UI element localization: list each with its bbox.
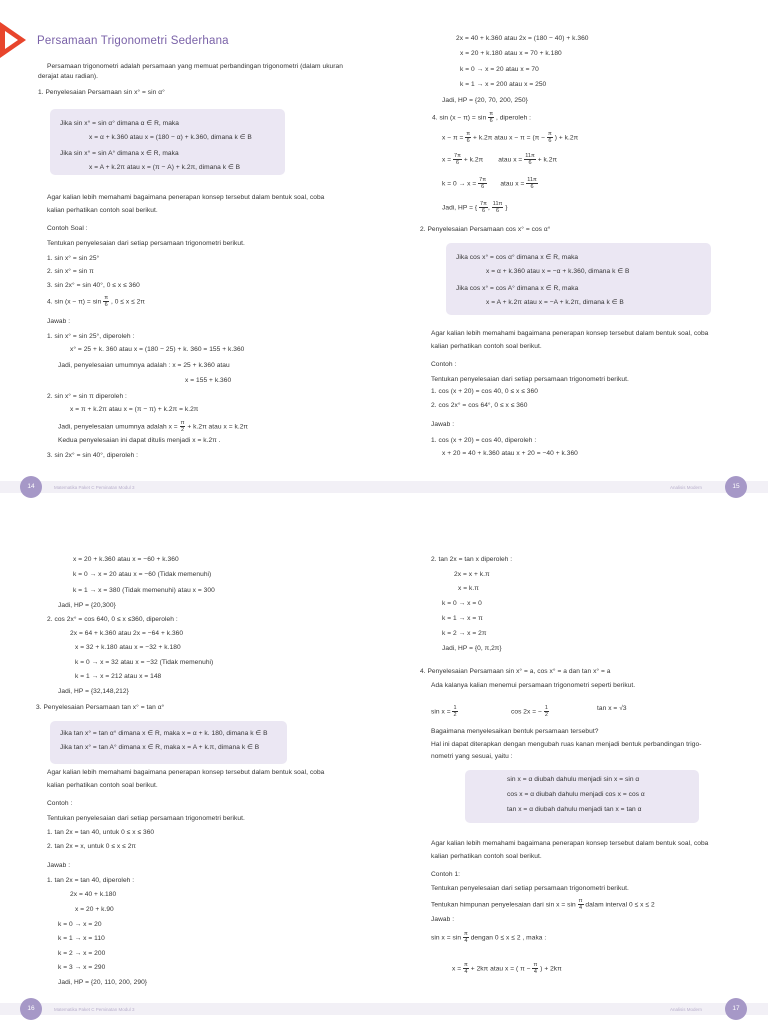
subheading: Jawab : — [431, 421, 455, 428]
section-heading: 2. Penyelesaian Persamaan cos x° = cos α° — [420, 226, 551, 233]
list-item: 2. sin x° = sin π diperoleh : — [47, 393, 127, 400]
fraction: $\frac{7\pi}{6}$ — [479, 177, 487, 190]
list-item: 2. cos 2x° = cos 64°, 0 ≤ x ≤ 360 — [431, 402, 528, 409]
box-line: tan x = α diubah dahulu menjadi tan x = tan α — [507, 806, 642, 813]
text-line: k = 0 → x = 20 atau x = 70 — [460, 66, 539, 73]
text-line: x = 20 + k.360 atau x = −60 + k.360 — [73, 556, 179, 563]
subheading: Contoh 1: — [431, 871, 461, 878]
footer-bar — [384, 481, 768, 493]
text-line: kalian perhatikan contoh soal berikut. — [431, 343, 542, 350]
text-line: x = 155 + k.360 — [185, 377, 232, 384]
text-line: kalian perhatikan contoh soal berikut. — [47, 782, 158, 789]
text-line: Jadi, penyelesaian umumnya adalah : x = 25 + k.360 atau — [58, 362, 230, 369]
text-line: Jadi, HP = {20, 110, 200, 290} — [58, 979, 148, 986]
box-line: sin x = α diubah dahulu menjadi sin x = sin α — [507, 776, 640, 783]
text-line: Jadi, HP = {32,148,212} — [58, 688, 129, 695]
text-line: Jadi, penyelesaian umumnya adalah x = $\frac{\pi}{2}$ + k.2π atau x = k.2π — [58, 420, 249, 433]
fraction: $\frac{\pi}{2}$ — [180, 420, 185, 433]
text-line: 2x = x + k.π — [454, 571, 490, 578]
text-line: Agar kalian lebih memahami bagaimana penerapan konsep tersebut dalam bentuk soal, coba — [431, 840, 709, 847]
list-item: 2. cos 2x° = cos 640, 0 ≤ x ≤360, diperoleh : — [47, 616, 178, 623]
box-line: x = A + k.2π atau x = −A + k.2π, dimana k ∈ B — [486, 299, 624, 306]
list-item: 1. tan 2x = tan 40, diperoleh : — [47, 877, 135, 884]
text-line: Kedua penyelesaian ini dapat ditulis menjadi x = k.2π . — [58, 437, 221, 444]
fraction: $\frac{7\pi}{6}$ — [454, 153, 461, 166]
equation-line: tan x = √3 — [597, 705, 627, 712]
text-line: x = π + k.2π atau x = (π − π) + k.2π = k.2π — [70, 406, 199, 413]
text-line: derajat atau radian). — [38, 73, 99, 80]
fraction: $\frac{\pi}{6}$ — [466, 131, 471, 144]
text-line: x = 20 + k.180 atau x = 70 + k.180 — [460, 50, 562, 57]
fraction: $\frac{\pi}{4}$ — [533, 962, 538, 975]
text-line: Jadi, HP = {20, 70, 200, 250} — [442, 97, 528, 104]
text-line: k = 1 → x = 212 atau x = 148 — [75, 673, 162, 680]
fraction: $\frac{\pi}{4}$ — [464, 962, 468, 975]
text-line: k = 1 → x = π — [442, 615, 483, 622]
box-line: Jika tan x° = tan α° dimana x ∈ R, maka x = α + k. 180, dimana k ∈ B — [60, 730, 268, 737]
text-line: k = 0 → x = 0 — [442, 600, 482, 607]
text-line: Tentukan penyelesaian dari setiap persamaan trigonometri berikut. — [431, 885, 629, 892]
section-heading: 1. Penyelesaian Persamaan sin x° = sin α° — [38, 89, 165, 96]
text-line: Agar kalian lebih memahami bagaimana penerapan konsep tersebut dalam bentuk soal, coba — [431, 330, 709, 337]
section-heading: 3. Penyelesaian Persamaan tan x° = tan α° — [36, 704, 165, 711]
page-number: 16 — [20, 998, 42, 1020]
footer-module: Analisis Modern — [670, 1007, 703, 1012]
section-heading: 4. Penyelesaian Persamaan sin x° = a, cos x° = a dan tan x° = a — [420, 668, 611, 675]
footer-module: Analisis Modern — [670, 485, 703, 490]
list-item: 4. sin (x − π) = sin $\frac{\pi}{6}$ , 0 ≤ x ≤ 2π — [47, 295, 145, 308]
box-line: x = A + k.2π atau x = (π − A) + k.2π, dimana k ∈ B — [89, 164, 241, 171]
text-line: k = 1 → x = 380 (Tidak memenuhi) atau x = 300 — [73, 587, 215, 594]
list-item: 2. sin x° = sin π — [47, 268, 94, 275]
text-line: Tentukan penyelesaian dari setiap persamaan trigonometri berikut. — [47, 815, 245, 822]
text-line: 2x = 64 + k.360 atau 2x = −64 + k.360 — [70, 630, 184, 637]
text-line: kalian perhatikan contoh soal berikut. — [431, 853, 542, 860]
book-logo-icon — [0, 22, 26, 58]
box-line: Jika cos x° = cos A° dimana x ∈ R, maka — [456, 285, 579, 292]
fraction: $\frac{11\pi}{6}$ — [525, 153, 535, 166]
text-line: k = 0 → x = $\frac{7\pi}{6}$ atau x = $\frac{11\pi}{6}$ — [442, 177, 537, 190]
fraction: $\frac{\pi}{6}$ — [547, 131, 552, 144]
text-line: Tentukan penyelesaian dari setiap persamaan trigonometri berikut. — [47, 240, 245, 247]
text-line: Jadi, HP = { $\frac{7\pi}{6}$ , $\frac{11\pi}{6}$ } — [442, 201, 508, 214]
subheading: Contoh Soal : — [47, 225, 88, 232]
box-line: x = α + k.360 atau x = −α + k.360, dimana k ∈ B — [486, 268, 630, 275]
page-14 — [0, 0, 384, 512]
box-line: x = α + k.360 atau x = (180 − α) + k.360, dimana k ∈ B — [89, 134, 252, 141]
list-item: 1. tan 2x = tan 40, untuk 0 ≤ x ≤ 360 — [47, 829, 155, 836]
box-line: Jika tan x° = tan A° dimana x ∈ R, maka x = A + k.π, dimana k ∈ B — [60, 744, 260, 751]
text-line: 2x = 40 + k.360 atau 2x = (180 − 40) + k.360 — [456, 35, 589, 42]
text-line: x + 20 = 40 + k.360 atau x + 20 = −40 + k.360 — [442, 450, 578, 457]
text-line: Tentukan penyelesaian dari setiap persamaan trigonometri berikut. — [431, 376, 629, 383]
list-item: 3. sin 2x° = sin 40°, 0 ≤ x ≤ 360 — [47, 282, 140, 289]
fraction: $\frac{\pi}{6}$ — [489, 111, 494, 124]
text-line: Agar kalian lebih memahami bagaimana penerapan konsep tersebut dalam bentuk soal, coba — [47, 769, 325, 776]
list-item: 4. sin (x − π) = sin $\frac{\pi}{6}$ , diperoleh : — [432, 111, 532, 124]
text-line: Agar kalian lebih memahami bagaimana penerapan konsep tersebut dalam bentuk soal, coba — [47, 194, 325, 201]
text-line: nometri yang sesuai, yaitu : — [431, 753, 513, 760]
equation-line: x = $\frac{\pi}{4}$ + 2kπ atau x = ( π − $\frac{\pi}{4}$ ) + 2kπ — [452, 962, 562, 975]
text-line: k = 0 → x = 20 — [58, 921, 102, 928]
page-title: Persamaan Trigonometri Sederhana — [37, 35, 229, 47]
text-line: k = 0 → x = 20 atau x = −60 (Tidak memenuhi) — [73, 571, 212, 578]
list-item: 1. sin x° = sin 25° — [47, 255, 100, 262]
fraction: $\frac{7\pi}{6}$ — [480, 201, 487, 214]
text-line: k = 1 → x = 200 atau x = 250 — [460, 81, 547, 88]
subheading: Jawab : — [47, 862, 71, 869]
page-16 — [0, 512, 384, 1024]
text-line: kalian perhatikan contoh soal berikut. — [47, 207, 158, 214]
text-line: x = $\frac{7\pi}{6}$ + k.2π atau x = $\frac{11\pi}{6}$ + k.2π — [442, 153, 558, 166]
list-item: 2. tan 2x = x, untuk 0 ≤ x ≤ 2π — [47, 843, 137, 850]
equation-line: sin x = $\frac{1}{2}$ — [431, 705, 457, 718]
text-line: Tentukan himpunan penyelesaian dari sin x = sin $\frac{\pi}{4}$ dalam interval 0 ≤ x ≤ 2 — [431, 898, 655, 911]
text-line: x° = 25 + k. 360 atau x = (180 − 25) + k. 360 = 155 + k.360 — [70, 346, 245, 353]
text-line: Ada kalanya kalian menemui persamaan trigonometri seperti berikut. — [431, 682, 636, 689]
box-line: Jika sin x° = sin A° dimana x ∈ R, maka — [60, 150, 179, 157]
list-item: 1. cos (x + 20) = cos 40, 0 ≤ x ≤ 360 — [431, 388, 538, 395]
text-line: x − π = $\frac{\pi}{6}$ + k.2π atau x − π = (π − $\frac{\pi}{6}$ ) + k.2π — [442, 131, 579, 144]
text-line: k = 3 → x = 290 — [58, 964, 106, 971]
definition-box — [50, 721, 287, 764]
footer-bar — [384, 1003, 768, 1015]
text-line: Jadi, HP = {20,300} — [58, 602, 116, 609]
fraction: $\frac{\pi}{4}$ — [463, 931, 468, 944]
footer-module: Matematika Paket C Peminatan Modul 3 — [54, 1007, 135, 1012]
page-number: 15 — [725, 476, 747, 498]
text-line: x = k.π — [458, 585, 479, 592]
text-line: sin x = sin $\frac{\pi}{4}$ dengan 0 ≤ x ≤ 2 , maka : — [431, 931, 547, 944]
subheading: Contoh : — [431, 361, 457, 368]
subheading: Jawab : — [431, 916, 455, 923]
page-15 — [384, 0, 768, 512]
text-line: Hal ini dapat diterapkan dengan mengubah ruas kanan menjadi bentuk perbandingan trigo- — [431, 741, 702, 748]
box-line: Jika sin x° = sin α° dimana α ∈ R, maka — [60, 120, 179, 127]
fraction: $\frac{\pi}{6}$ — [104, 295, 109, 308]
text-line: 2x = 40 + k.180 — [70, 891, 117, 898]
list-item: 3. sin 2x° = sin 40°, diperoleh : — [47, 452, 139, 459]
text-line: Bagaimana menyelesaikan bentuk persamaan tersebut? — [431, 728, 599, 735]
page-number: 14 — [20, 476, 42, 498]
list-item: 2. tan 2x = tan x diperoleh : — [431, 556, 513, 563]
box-line: cos x = α diubah dahulu menjadi cos x = cos α — [507, 791, 645, 798]
fraction: $\frac{1}{2}$ — [544, 705, 548, 718]
box-line: Jika cos x° = cos α° dimana x ∈ R, maka — [456, 254, 579, 261]
equation-line: cos 2x = − $\frac{1}{2}$ — [511, 705, 548, 718]
text-line: k = 2 → x = 2π — [442, 630, 487, 637]
text-line: k = 0 → x = 32 atau x = −32 (Tidak memenuhi) — [75, 659, 214, 666]
fraction: $\frac{11\pi}{6}$ — [527, 177, 537, 190]
subheading: Contoh : — [47, 800, 73, 807]
list-item: 1. cos (x + 20) = cos 40, diperoleh : — [431, 437, 537, 444]
text-line: Jadi, HP = {0, π,2π} — [442, 645, 502, 652]
text-line: k = 2 → x = 200 — [58, 950, 106, 957]
text-line: k = 1 → x = 110 — [58, 935, 105, 942]
fraction: $\frac{\pi}{4}$ — [578, 898, 583, 911]
list-item: 1. sin x° = sin 25°, diperoleh : — [47, 333, 135, 340]
fraction: $\frac{1}{2}$ — [453, 705, 457, 718]
text-line: x = 20 + k.90 — [75, 906, 114, 913]
subheading: Jawab : — [47, 318, 71, 325]
footer-module: Matematika Paket C Peminatan Modul 3 — [54, 485, 135, 490]
page-17 — [384, 512, 768, 1024]
text-line: x = 32 + k.180 atau x = −32 + k.180 — [75, 644, 181, 651]
fraction: $\frac{11\pi}{6}$ — [492, 201, 503, 214]
page-number: 17 — [725, 998, 747, 1020]
text-line: Persamaan trigonometri adalah persamaan yang memuat perbandingan trigonometri (dalam ukuran — [47, 63, 343, 70]
